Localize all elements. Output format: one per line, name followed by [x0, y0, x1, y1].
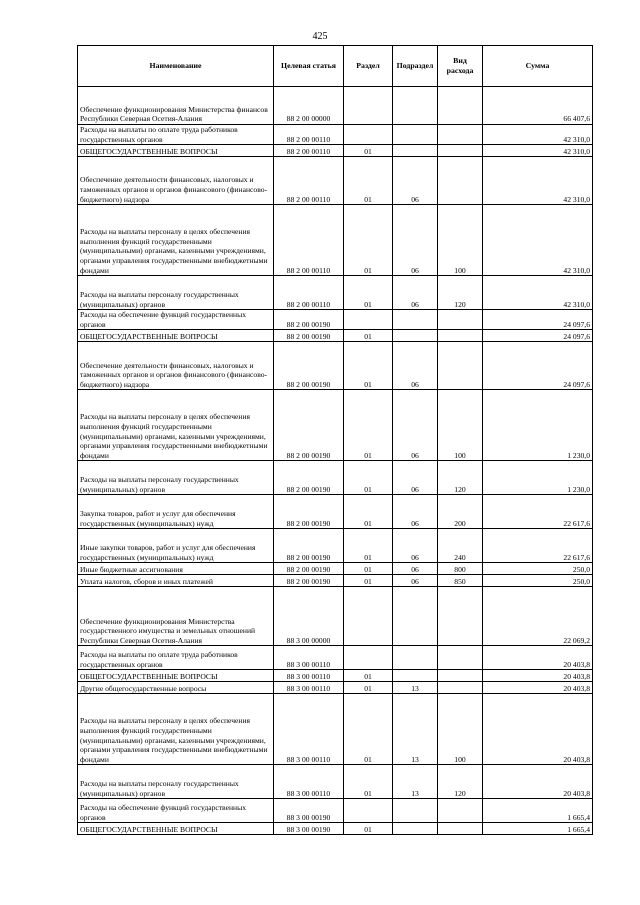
cell-name: Расходы на обеспечение функций государственных органов [78, 310, 274, 330]
cell-name: Расходы на выплаты персоналу в целях обеспечения выполнения функций государственными (муниципальными) органами, казенными учреждениями, органами управления государственными внебюджетными фондами [78, 390, 274, 461]
cell-expense-type: 800 [438, 563, 483, 575]
table-row [78, 87, 593, 125]
cell-expense-type [438, 587, 483, 646]
cell-subsection [393, 125, 438, 145]
cell-target-code: 88 3 00 00190 [274, 799, 344, 823]
cell-subsection: 06 [393, 390, 438, 461]
cell-section: 01 [344, 563, 393, 575]
cell-sum: 42 310,0 [483, 205, 593, 276]
cell-section: 01 [344, 682, 393, 694]
header-name: Наименование [78, 46, 274, 87]
cell-target-code: 88 2 00 00190 [274, 461, 344, 495]
cell-subsection: 06 [393, 563, 438, 575]
cell-name: Обеспечение деятельности финансовых, налоговых и таможенных органов и органов финансового (финансово-бюджетного) надзора [78, 342, 274, 390]
cell-expense-type: 100 [438, 390, 483, 461]
cell-section: 01 [344, 276, 393, 310]
cell-section: 01 [344, 342, 393, 390]
cell-section: 01 [344, 495, 393, 529]
cell-name: Расходы на выплаты персоналу государственных (муниципальных) органов [78, 276, 274, 310]
cell-sum: 42 310,0 [483, 276, 593, 310]
cell-expense-type: 120 [438, 765, 483, 799]
cell-section: 01 [344, 390, 393, 461]
cell-target-code: 88 2 00 00190 [274, 330, 344, 342]
cell-sum: 24 097,6 [483, 310, 593, 330]
cell-target-code: 88 3 00 00110 [274, 646, 344, 670]
header-section: Раздел [344, 46, 393, 87]
cell-expense-type: 200 [438, 495, 483, 529]
header-sum: Сумма [483, 46, 593, 87]
cell-subsection [393, 799, 438, 823]
cell-sum: 1 665,4 [483, 799, 593, 823]
cell-target-code: 88 2 00 00190 [274, 495, 344, 529]
table-row [78, 330, 593, 342]
table-row [78, 157, 593, 205]
table-row [78, 694, 593, 765]
cell-expense-type: 850 [438, 575, 483, 587]
table-row [78, 342, 593, 390]
cell-name: Обеспечение функционирования Министерства финансов Республики Северная Осетия-Алания [78, 87, 274, 125]
cell-sum: 22 617,6 [483, 529, 593, 563]
table-header-row [78, 46, 593, 87]
cell-subsection: 06 [393, 529, 438, 563]
cell-expense-type [438, 310, 483, 330]
cell-subsection [393, 670, 438, 682]
cell-subsection [393, 330, 438, 342]
table-row [78, 563, 593, 575]
cell-sum: 1 230,0 [483, 390, 593, 461]
cell-name: ОБЩЕГОСУДАРСТВЕННЫЕ ВОПРОСЫ [78, 823, 274, 835]
cell-subsection: 13 [393, 765, 438, 799]
cell-sum: 20 403,8 [483, 682, 593, 694]
cell-sum: 20 403,8 [483, 670, 593, 682]
cell-sum: 1 230,0 [483, 461, 593, 495]
cell-section [344, 87, 393, 125]
cell-target-code: 88 3 00 00000 [274, 587, 344, 646]
cell-name: Расходы на выплаты по оплате труда работников государственных органов [78, 125, 274, 145]
cell-name: ОБЩЕГОСУДАРСТВЕННЫЕ ВОПРОСЫ [78, 670, 274, 682]
cell-subsection [393, 823, 438, 835]
cell-section: 01 [344, 765, 393, 799]
cell-expense-type [438, 670, 483, 682]
cell-target-code: 88 3 00 00110 [274, 765, 344, 799]
cell-sum: 42 310,0 [483, 145, 593, 157]
cell-expense-type [438, 646, 483, 670]
cell-subsection: 06 [393, 276, 438, 310]
table-row [78, 575, 593, 587]
table-row [78, 390, 593, 461]
cell-name: Расходы на выплаты персоналу государственных (муниципальных) органов [78, 461, 274, 495]
cell-subsection: 06 [393, 157, 438, 205]
table-row [78, 310, 593, 330]
cell-expense-type [438, 330, 483, 342]
cell-subsection [393, 587, 438, 646]
cell-name: Иные закупки товаров, работ и услуг для обеспечения государственных (муниципальных) нужд [78, 529, 274, 563]
cell-subsection: 06 [393, 461, 438, 495]
cell-target-code: 88 2 00 00110 [274, 205, 344, 276]
cell-sum: 22 069,2 [483, 587, 593, 646]
header-expense-type: Вид расхода [438, 46, 483, 87]
cell-section: 01 [344, 145, 393, 157]
cell-target-code: 88 2 00 00110 [274, 276, 344, 310]
cell-expense-type [438, 823, 483, 835]
table-row [78, 461, 593, 495]
cell-name: Расходы на выплаты персоналу в целях обеспечения выполнения функций государственными (муниципальными) органами, казенными учреждениями, органами управления государственными внебюджетными фондами [78, 694, 274, 765]
cell-subsection [393, 145, 438, 157]
cell-expense-type: 120 [438, 461, 483, 495]
cell-sum: 20 403,8 [483, 765, 593, 799]
cell-subsection: 06 [393, 342, 438, 390]
cell-name: ОБЩЕГОСУДАРСТВЕННЫЕ ВОПРОСЫ [78, 330, 274, 342]
cell-section [344, 646, 393, 670]
table-row [78, 125, 593, 145]
cell-section: 01 [344, 461, 393, 495]
cell-name: Обеспечение функционирования Министерства государственного имущества и земельных отношений Республики Северная Осетия-Алания [78, 587, 274, 646]
cell-name: Закупка товаров, работ и услуг для обеспечения государственных (муниципальных) нужд [78, 495, 274, 529]
cell-sum: 1 665,4 [483, 823, 593, 835]
cell-section [344, 125, 393, 145]
cell-target-code: 88 2 00 00110 [274, 125, 344, 145]
cell-section: 01 [344, 529, 393, 563]
table-row [78, 799, 593, 823]
cell-target-code: 88 2 00 00190 [274, 575, 344, 587]
cell-name: Расходы на выплаты по оплате труда работников государственных органов [78, 646, 274, 670]
cell-sum: 250,0 [483, 563, 593, 575]
cell-expense-type: 100 [438, 205, 483, 276]
cell-section: 01 [344, 330, 393, 342]
cell-sum: 20 403,8 [483, 694, 593, 765]
cell-expense-type: 100 [438, 694, 483, 765]
cell-target-code: 88 2 00 00110 [274, 157, 344, 205]
cell-name: ОБЩЕГОСУДАРСТВЕННЫЕ ВОПРОСЫ [78, 145, 274, 157]
cell-name: Расходы на выплаты персоналу государственных (муниципальных) органов [78, 765, 274, 799]
cell-expense-type [438, 145, 483, 157]
cell-expense-type [438, 125, 483, 145]
cell-section [344, 587, 393, 646]
cell-sum: 22 617,6 [483, 495, 593, 529]
cell-subsection [393, 87, 438, 125]
cell-target-code: 88 2 00 00190 [274, 529, 344, 563]
table-row [78, 276, 593, 310]
table-row [78, 646, 593, 670]
cell-sum: 42 310,0 [483, 125, 593, 145]
cell-sum: 20 403,8 [483, 646, 593, 670]
table-row [78, 823, 593, 835]
cell-sum: 24 097,6 [483, 330, 593, 342]
table-row [78, 205, 593, 276]
cell-section: 01 [344, 157, 393, 205]
cell-subsection [393, 646, 438, 670]
table-row [78, 587, 593, 646]
cell-subsection: 06 [393, 575, 438, 587]
cell-section: 01 [344, 205, 393, 276]
cell-subsection: 06 [393, 205, 438, 276]
cell-section [344, 310, 393, 330]
budget-table [77, 45, 593, 835]
cell-section [344, 799, 393, 823]
cell-target-code: 88 3 00 00110 [274, 682, 344, 694]
cell-expense-type: 120 [438, 276, 483, 310]
cell-expense-type: 240 [438, 529, 483, 563]
table-row [78, 765, 593, 799]
cell-sum: 42 310,0 [483, 157, 593, 205]
cell-section: 01 [344, 575, 393, 587]
cell-target-code: 88 2 00 00110 [274, 145, 344, 157]
cell-target-code: 88 3 00 00110 [274, 694, 344, 765]
cell-expense-type [438, 682, 483, 694]
header-code: Целевая статья [274, 46, 344, 87]
cell-sum: 66 407,6 [483, 87, 593, 125]
table-row [78, 495, 593, 529]
cell-name: Уплата налогов, сборов и иных платежей [78, 575, 274, 587]
cell-sum: 250,0 [483, 575, 593, 587]
cell-name: Иные бюджетные ассигнования [78, 563, 274, 575]
cell-section: 01 [344, 694, 393, 765]
cell-subsection: 13 [393, 682, 438, 694]
cell-subsection: 13 [393, 694, 438, 765]
cell-expense-type [438, 342, 483, 390]
cell-name: Расходы на выплаты персоналу в целях обеспечения выполнения функций государственными (муниципальными) органами, казенными учреждениями, органами управления государственными внебюджетными фондами [78, 205, 274, 276]
cell-section: 01 [344, 823, 393, 835]
cell-target-code: 88 3 00 00110 [274, 670, 344, 682]
table-row [78, 670, 593, 682]
cell-name: Другие общегосударственные вопросы [78, 682, 274, 694]
table-row [78, 529, 593, 563]
cell-name: Расходы на обеспечение функций государственных органов [78, 799, 274, 823]
header-subsection: Подраздел [393, 46, 438, 87]
table-row [78, 145, 593, 157]
cell-target-code: 88 2 00 00190 [274, 310, 344, 330]
cell-target-code: 88 2 00 00190 [274, 390, 344, 461]
cell-expense-type [438, 157, 483, 205]
cell-target-code: 88 2 00 00190 [274, 563, 344, 575]
cell-expense-type [438, 799, 483, 823]
cell-subsection [393, 310, 438, 330]
cell-subsection: 06 [393, 495, 438, 529]
cell-name: Обеспечение деятельности финансовых, налоговых и таможенных органов и органов финансового (финансово-бюджетного) надзора [78, 157, 274, 205]
cell-target-code: 88 3 00 00190 [274, 823, 344, 835]
cell-target-code: 88 2 00 00190 [274, 342, 344, 390]
cell-expense-type [438, 87, 483, 125]
page-number: 425 [312, 31, 328, 42]
cell-target-code: 88 2 00 00000 [274, 87, 344, 125]
table-row [78, 682, 593, 694]
cell-sum: 24 097,6 [483, 342, 593, 390]
cell-section: 01 [344, 670, 393, 682]
